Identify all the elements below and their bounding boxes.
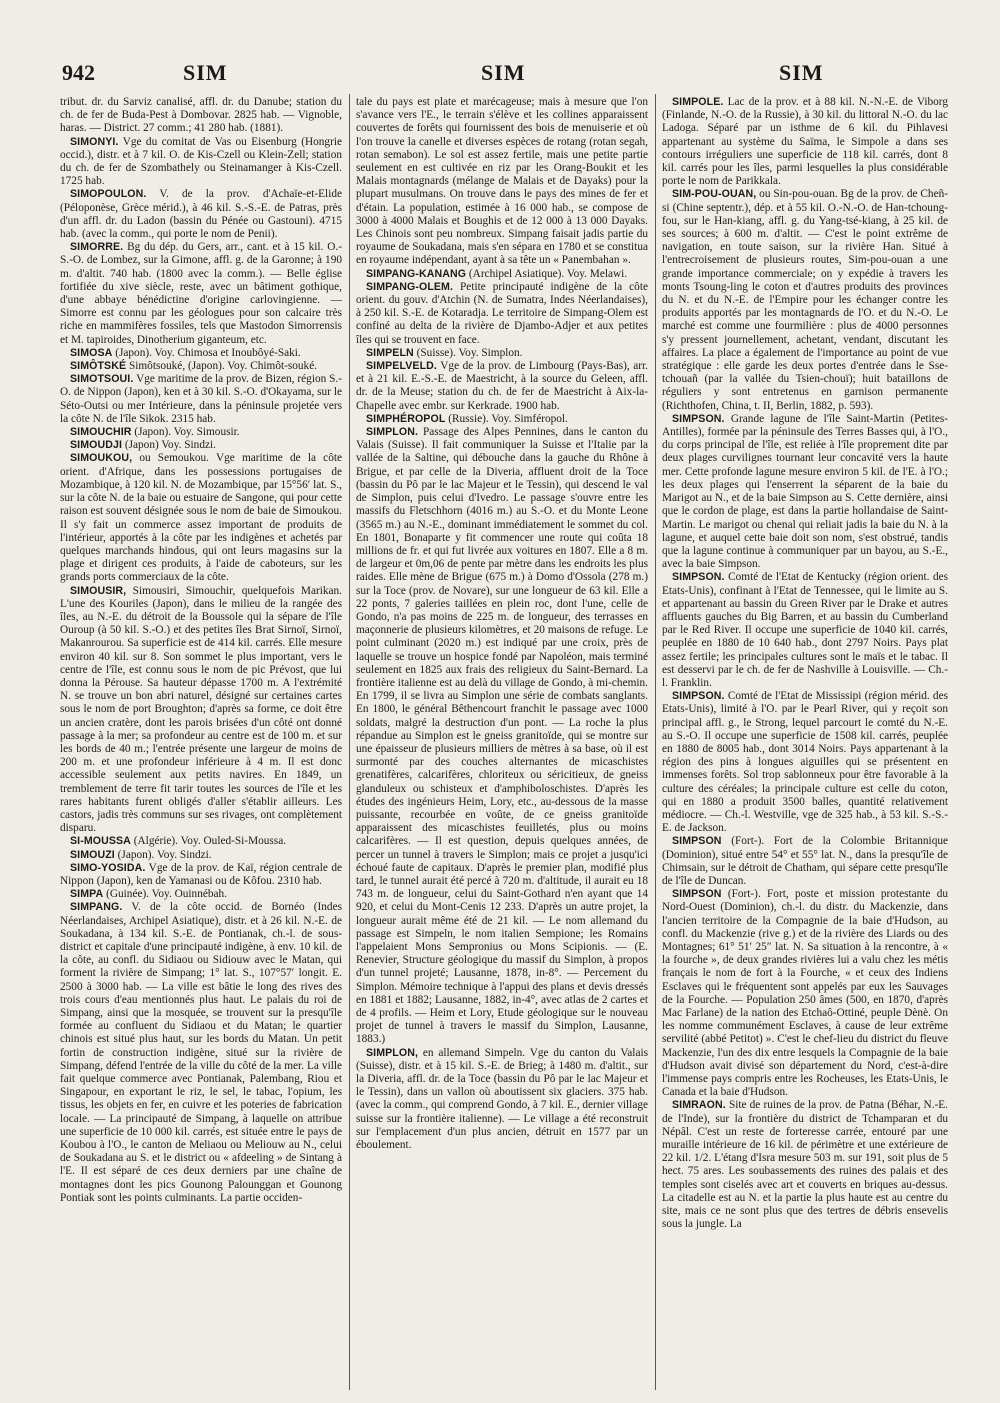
dictionary-entry — [356, 426, 648, 1047]
entry-text: Simousiri, Simouchir, quelquefois Marikan. L'une des Kouriles (Japon), dans le milieu de la rangée des îles, au N.-E. du détroit de la Boussole qui la sépare de l'île Ouroup (à 50 kil. S.-O.) et des petites îles Brat Sirnoï, Sirnoï, Makanrourou. Sa superficie est de 414 kil. carrés. Elle mesure environ 40 kil. sur 8. Son sommet le plus important, vers le centre de l'île, est connu sous le nom de pic Prévost, que lui donna la Pérouse. Sa hauteur dépasse 1700 m. A l'extrémité N. se trouve un bon abri naturel, désigné sur certaines cartes sous le nom de port Broughton; d'après sa forme, ce doit être un ancien cratère, dont les parois brisées d'un côté ont donné passage à la mer; sa profondeur au centre est de 100 m. et sur les bords de 40 m.; l'entrée présente une largeur de moins de 200 m. et une profondeur inférieure à 4 m. Il est donc accessible seulement aux petits navires. En 1849, un tremblement de terre fit tarir toutes les sources de l'île et les rares habitants furent obligés d'aller s'établir ailleurs. Les castors, jadis très communs sur ses rivages, ont complètement disparu. — [60, 584, 342, 835]
entry-text: (Japon). Voy. Simousir. — [134, 426, 240, 439]
entry-headword: SIMPSON. — [672, 412, 725, 425]
entry-text: tale du pays est plate et marécageuse; mais à mesure que l'on s'avance vers l'E., le terrain s'élève et les collines apparaissent couvertes de forêts qui fournissent des bois de menuiserie et où l'on trouve la canelle et diverses espèces de rotang (rotan segah, rotan semabon). Le sol est assez fertile, mais une petite partie seulement en est cultivée en riz par les Orang-Boukit et les Malais montagnards (mélange de Malais et de Dayaks) pour la plupart musulmans. On trouve dans le pays des mines de fer et d'étain. La population, estimée à 16 000 hab., se compose de 3000 à 4000 Malais et Boughis et de 12 000 à 13 000 Dayaks. Les Chinois sont peu nombreux. Simpang faisait jadis partie du royaume de Soukadana, mais s'en sépara en 1780 et se constitua en royaume indépendant, ayant à sa tête un « Panembahan ». — [356, 96, 648, 267]
entry-text: Vge de la prov. de Kaï, région centrale de Nippon (Japon), ken de Yamanasi ou de Kôfou. 2310 hab. — [60, 861, 342, 887]
page-number: 942 — [62, 60, 95, 85]
entry-text: Passage des Alpes Pennines, dans le canton du Valais (Suisse). Il fait communiquer la Suisse et l'Italie par la vallée de la Saltine, qui débouche dans la gauche du Rhône à Brigue, et par celle de la Diveria, affluent droit de la Toce (bassin du Pô par le lac Majeur et le Tessin), qui descend le val de Simplon, puis celui d'Ivedro. Le passage s'ouvre entre les massifs du Fletschhorn (4016 m.) au S.-O. et du Monte Leone (3565 m.) au N.-E., dominant immédiatement le sommet du col. En 1801, Bonaparte y fit commencer une route qui coûta 18 millions de fr. et qui fut livrée aux voitures en 1807. Elle a 8 m. de largeur et 0m,06 de pente par mètre dans les endroits les plus raides. Elle mène de Brigue (675 m.) à Domo d'Ossola (278 m.) sur la Toce (prov. de Novare), sur une longueur de 63 kil. Elle a 22 ponts, 7 galeries taillées en plein roc, dont l'une, celle de Gondo, n'a pas moins de 225 m. de longueur, des terrasses en maçonnerie de plusieurs kilomètres, et 20 maisons de refuge. Le point culminant (2020 m.) est indiqué par une croix, près de laquelle se trouve un hospice fondé par Napoléon, mais terminé seulement en 1825 aux frais des religieux du Saint-Bernard. La frontière italienne est au delà du village de Gondo, à mi-chemin. En 1799, il se livra au Simplon une série de combats sanglants. En 1800, le général Bêthencourt franchit le passage avec 1000 soldats, malgré la destruction d'un pont. — La roche la plus répandue au Simplon est le gneiss granitoïde, qui se montre sur une épaisseur de plusieurs milliers de mètres à sa base, où il est surmonté par des couches alternantes de micaschistes grenatifères, calcarifères, chloriteux ou séricitieux, de gneiss glanduleux ou schisteux et d'amphiboloschistes. D'après les études des ingénieurs Heim, Lory, etc., au-dessous de la masse puissante, recourbée en voûte, de ce gneiss granitoïde apparaissent des micaschistes feuilletés, plus ou moins calcarifères. — Il est question, depuis quelques années, de percer un tunnel à travers le Simplon; mais ce projet a jusqu'ici échoué faute de capitaux. D'après le premier plan, modifié plus tard, le tunnel aurait été percé à 720 m. d'altitude, il aurait eu 18 743 m. de longueur, celui du Saint-Gothard n'en ayant que 14 920, et celui du Mont-Cenis 12 233. D'après un autre projet, la longueur aurait même été de 21 kil. — Le nom allemand du passage est Simpeln, le nom italien Sempione; les Romains l'appelaient Mons Sempronius ou Mons Scipionis. — (E. Renevier, Structure géologique du massif du Simplon, à propos d'un tunnel projeté; Lausanne, 1878, in-8°. — Percement du Simplon. Mémoire technique à l'appui des plans et devis dressés en 1881 et 1882; Lausanne, 1882, in-4°, avec atlas de 2 cartes et de 4 profils. — Heim et Lory, Etude géologique sur le nouveau projet de tunnel à travers le massif du Simplon, Lausanne, 1883.) — [356, 426, 648, 1046]
dictionary-entry — [356, 347, 648, 360]
entry-text: (Japon) Voy. Sindzi. — [124, 439, 216, 452]
entry-text: ou Semoukou. Vge maritime de la côte orient. d'Afrique, dans les possessions portugaises de Mozambique, à 120 kil. N. de Mozambique, par 15°56′ lat. S., sur la côte N. de la baie ou estuaire de Sangone, qui pour cette raison est souvent désignée sous le nom de baie de Simoukou. Il s'y fait un commerce assez important de produits de l'intérieur, apportés à la côte par les indigènes et achetés par quelques marchands hindous, qui ont leurs magasins sur la plage et dirigent ces produits, à l'aide de caboteurs, sur les grands ports commerciaux de la côte. — [60, 452, 342, 584]
dictionary-entry — [356, 281, 648, 347]
entry-text: Vge de la prov. de Limbourg (Pays-Bas), arr. et à 21 kil. E.-S.-E. de Maestricht, à la source du Geleen, affl. dr. de la Meuse; station du ch. de fer de Maestricht à Aix-la-Chapelle avec embr. sur Kerkrade. 1900 hab. — [356, 360, 648, 412]
entry-text: V. de la prov. d'Achaïe-et-Elide (Péloponèse, Grèce mérid.), à 46 kil. S.-S.-E. de Patras, près d'un affl. dr. du Ladon (bassin du Pénée ou Gastouni). 4715 hab. (avec la comm., qui porte le nom de Penii). — [60, 188, 342, 241]
entry-text: en allemand Simpeln. Vge du canton du Valais (Suisse), distr. et à 15 kil. S.-E. de Brieg; à 1480 m. d'altit., sur la Diveria, affl. dr. de la Toce (bassin du Pô par le lac Majeur et le Tessin), dans un vallon où aboutissent six glaciers. 375 hab. (avec la comm., qui comprend Gondo, à 7 kil. E., dernier village suisse sur la frontière italienne). — Le village a été reconstruit sur l'emplacement d'un plus ancien, détruit en 1577 par un éboulement. — [356, 1046, 648, 1152]
dictionary-entry — [60, 901, 342, 1205]
dictionary-entry — [60, 241, 342, 347]
running-head-left: SIM — [183, 60, 228, 85]
entry-text: Site de ruines de la prov. de Patna (Béhar, N.-E. de l'Inde), sur la frontière du district de Tchamparan et du Népâl. C'est un reste de forteresse carrée, entouré par une muraille intérieure de 16 kil. de périmètre et une extérieure de 22 kil. 1/2. L'étang d'Isra mesure 503 m. sur 191, soit plus de 5 hect. 75 ares. Les soubassements des ruines des palais et des temples sont ciselés avec art et couverts en briques au-dessus. La citadelle est au N. et la partie la plus haute est au centre du site, mais ce ne sont plus que des tertres de débris ensevelis sous la jungle. La — [662, 1099, 948, 1231]
dictionary-entry — [60, 426, 342, 439]
entry-text: Bg du dép. du Gers, arr., cant. et à 15 kil. O.-S.-O. de Lombez, sur la Gimone, affl. g. de la Garonne; à 190 m. d'altit. 740 hab. (1800 avec la comm.). — Belle église fortifiée du xive siècle, reste, avec un bâtiment gothique, d'une abbaye bénédictine d'origine carlovingienne. — Simorre est connu par les géologues pour son calcaire très riche en mammifères fossiles, tels que Mastodon Simorrensis et M. tapiroides, Dinotherium giganteum, etc. — [60, 241, 342, 346]
dictionary-entry — [60, 347, 342, 360]
entry-headword: SIMRAON. — [672, 1099, 726, 1112]
dictionary-entry — [60, 452, 342, 584]
entry-headword: SIMOUSIR, — [70, 584, 127, 597]
text-column-3 — [662, 96, 948, 1388]
column-rule — [349, 94, 350, 1390]
entry-text: (Algérie). Voy. Ouled-Si-Moussa. — [133, 835, 287, 848]
entry-text: (Japon). Voy. Sindzi. — [117, 848, 212, 861]
dictionary-entry — [662, 413, 948, 571]
entry-text: (Russie). Voy. Simféropol. — [448, 412, 568, 425]
dictionary-entry — [356, 360, 648, 413]
column-rule — [655, 94, 656, 1390]
entry-headword: SIMPHÉROPOL — [366, 412, 446, 425]
entry-headword: SIMÔTSKÉ — [70, 360, 127, 373]
entry-headword: SIMPOLE. — [672, 96, 724, 108]
dictionary-entry — [662, 888, 948, 1099]
entry-text: Grande lagune de l'île Saint-Martin (Petites-Antilles), formée par la péninsule des Terres Basses qui, à l'O., du corps principal de l'île, est reliée à l'île proprement dite par deux plages curvilignes tournant leur concavité vers la haute mer. Cette profonde lagune mesure environ 5 kil. de l'E. à l'O.; les deux plages qui l'enserrent la séparent de la baie du Marigot au N., et de la baie Simpson au S. Cette dernière, ainsi que le cordon de plage, est dans la partie hollandaise de Saint-Martin. Le marigot ou chenal qui reliait jadis la baie du N. à la lagune, et auquel cette baie doit son nom, s'est obstrué, tandis que la lagune continue à communiquer par un bayou, au S.-E., avec la baie Simpson. — [662, 412, 948, 571]
dictionary-entry — [60, 585, 342, 836]
entry-text: (Suisse). Voy. Simplon. — [416, 346, 523, 359]
dictionary-entry — [662, 571, 948, 690]
dictionary-entry — [60, 862, 342, 888]
dictionary-entry — [356, 268, 648, 281]
dictionary-entry — [60, 188, 342, 241]
dictionary-entry — [60, 360, 342, 373]
entry-headword: SIMPSON. — [672, 690, 725, 703]
entry-headword: SIMPANG. — [70, 901, 123, 914]
entry-headword: SIMPELVELD. — [366, 360, 437, 373]
entry-headword: SIMPA — [70, 888, 104, 901]
entry-text: Comté de l'Etat de Kentucky (région orient. des Etats-Unis), confinant à l'Etat de Tennessee, qui le limite au S. et appartenant au bassin du Green River par le Drake et autres affluents gauches du Big Barren, et au bassin du Cumberland par le Red River. Il occupe une superficie de 1040 kil. carrés, peuplée en 1880 de 10 640 hab., dont 2797 Noirs. Pays plat assez fertile; les principales cultures sont le maïs et le tabac. Il est desservi par le ch. de fer de Nashville à Louisville. — Ch.-l. Franklin. — [662, 571, 948, 689]
dictionary-entry — [60, 136, 342, 189]
text-column-1 — [60, 96, 342, 1388]
entry-text: V. de la côte occid. de Bornéo (Indes Néerlandaises, Archipel Asiatique), distr. et à 26 kil. N.-E. de Soukadana, à 134 kil. S.-E. de Pontianak, ch.-l. de sous-district et capitale d'une principauté indigène, à env. 10 kil. de la côte, au confl. du Sidiaou ou Sidiouw avec le Matan, qui forment la rivière de Simpang; 1° lat. S., 107°57′ longit. E. 2500 à 3000 hab. — La ville est bâtie le long des rives des trois cours d'eau mentionnés plus haut. Le palais du roi de Simpang, ainsi que la mosquée, se trouvent sur la presqu'île formée au confluent du Sidiaou et du Matan; le quartier chinois est situé plus haut, sur les bords du Matan. Un petit fortin de construction indigène, situé sur la rivière de Simpang, défend l'entrée de la ville du côté de la mer. La ville fait quelque commerce avec Pontianak, Palembang, Riou et Singapour, en exportant le riz, le sel, le tabac, l'opium, les tissus, les objets en fer, en cuivre et les poteries de fabrication locale. — La principauté de Simpang, à laquelle on attribue une superficie de 10 000 kil. carrés, est située entre le pays de Koubou à l'O., le canton de Meliaou ou Meliouw au N., celui de Soukadana au S. et le district ou « afdeeling » de Sintang à l'E. Il est séparé de ces deux derniers par une chaîne de montagnes dont les pics Gounong Palounggan et Gounong Pontiak sont les points culminants. La partie occiden- — [60, 901, 342, 1204]
entry-text: (Japon). Voy. Chimosa et Inoubôyé-Saki. — [115, 346, 301, 359]
entry-text: Vge maritime de la prov. de Bizen, région S.-O. de Nippon (Japon), ken et à 30 kil. S.-O. d'Okayama, sur le Séto-Outsi ou mer Intérieure, dans la péninsule projetée vers la côte N. de l'île Sikok. 2315 hab. — [60, 373, 342, 425]
entry-text: Vge du comitat de Vas ou Eisenburg (Hongrie occid.), distr. et à 7 kil. O. de Kis-Czell ou Klein-Zell; station du ch. de fer de Szombathely ou Steinamanger à Kis-Czell. 1725 hab. — [60, 135, 342, 188]
dictionary-entry — [60, 439, 342, 452]
entry-headword: SIMOPOULON. — [70, 188, 147, 201]
page-header — [0, 60, 1000, 90]
entry-headword: SIMPELN — [366, 346, 414, 359]
entry-headword: SIMPLON. — [366, 426, 419, 439]
text-column-2 — [356, 96, 648, 1388]
entry-headword: SIMPANG-OLEM. — [366, 280, 454, 293]
entry-headword: SIMOUDJI — [70, 439, 123, 452]
entry-text: (Guinée). Voy. Ouinnébah. — [106, 888, 227, 901]
dictionary-entry — [662, 835, 948, 888]
dictionary-entry — [60, 835, 342, 848]
entry-headword: SIMORRE. — [70, 241, 124, 254]
dictionary-entry — [662, 96, 948, 188]
dictionary-entry — [662, 690, 948, 835]
entry-headword: SIMOUKOU, — [70, 452, 133, 465]
dictionary-entry — [356, 1047, 648, 1153]
dictionary-entry — [356, 413, 648, 426]
entry-headword: SIMOUZI — [70, 848, 115, 861]
entry-headword: SI-MOUSSA — [70, 835, 131, 848]
entry-text: (Fort-). Fort, poste et mission protestante du Nord-Ouest (Dominion), ch.-l. du distr. du Mackenzie, dans l'ancien territoire de la Compagnie de la baie d'Hudson, au confl. du Mackenzie (rive g.) et de la rivière des Liards ou des Montagnes; 61° 51′ 25″ lat. N. Sa situation à la rencontre, à « la fourche », de deux grandes rivières lui a valu chez les métis français le nom de fort à la Fourche, « et ceux des Indiens Esclaves qui le fréquentent sont appelés par eux les Sauvages de la Fourche. — Population 250 âmes (500, en 1870, d'après Mac Farlane) de la nation des Etchaô-Ottiné, peuple Dènè. On les nomme communément Esclaves, à cause de leur extrême servilité (abbé Petitot) ». C'est le chef-lieu du district du fleuve Mackenzie, l'un des dix entre lesquels la Compagnie de la baie d'Hudson avait divisé son département du Nord, c'est-à-dire l'immense pays compris entre les Rocheuses, les Etats-Unis, le Canada et la baie d'Hudson. — [662, 888, 948, 1099]
entry-headword: SIMO-YOSIDA. — [70, 861, 146, 874]
entry-text: ou Sin-pou-ouan. Bg de la prov. de Cheñ-si (Chine septentr.), dép. et à 55 kil. O.-N.-O. de Han-tchoung-fou, sur le Han-kiang, affl. g. du Yang-tsé-kiang, à 25 kil. de ses sources; à 600 m. d'altit. — C'est le point extrême de navigation, en toute saison, sur la rivière Han. Situé à l'entrecroisement de plusieurs routes, Sim-pou-ouan a une grande importance commerciale; on y expédie à travers les monts Tsoung-ling le coton et d'autres produits des provinces du N. et du N.-E. de l'Empire pour les échanger contre les produits apportés par les montagnards de l'O. et du N.-O. Le marché est comme une fourmilière : plus de 4000 personnes s'y pressent journellement, achetant, vendant, discutant les affaires. La place a également de l'importance au point de vue stratégique : elle garde les deux portes d'entrée dans le Sse-tchouañ (par la vallée du Tsien-chouï); huit bataillons de réguliers y sont entretenus en garnison permanente (Richthofen, China, t. II, Berlin, 1882, p. 593). — [662, 188, 948, 412]
dictionary-entry — [356, 96, 648, 268]
dictionary-entry — [662, 188, 948, 412]
entry-headword: SIMOSA — [70, 346, 113, 359]
entry-text: (Fort-). Fort de la Colombie Britannique (Dominion), situé entre 54° et 55° lat. N., dans la presqu'île de Chimsain, sur le détroit de Chatham, qui sépare cette presqu'île de l'île de Duncan. — [662, 835, 948, 887]
running-head-right: SIM — [779, 60, 824, 85]
dictionary-entry — [60, 96, 342, 136]
entry-headword: SIMPANG-KANANG — [366, 267, 467, 280]
entry-headword: SIMPSON. — [672, 571, 725, 584]
dictionary-entry — [662, 1099, 948, 1231]
entry-headword: SIMPSON — [672, 888, 722, 901]
dictionary-entry — [60, 849, 342, 862]
entry-headword: SIMOUCHIR — [70, 426, 132, 439]
dictionary-entry — [60, 373, 342, 426]
running-head-center: SIM — [481, 60, 526, 85]
entry-text: tribut. dr. du Sarviz canalisé, affl. dr. du Danube; station du ch. de fer de Buda-Pest à Dombovar. 2825 hab. — Vignoble, haras. — District. 27 comm.; 41 280 hab. (1881). — [60, 96, 342, 135]
entry-headword: SIMPLON, — [366, 1046, 419, 1059]
entry-text: Petite principauté indigène de la côte orient. du gouv. d'Atchin (N. de Sumatra, Indes Néerlandaises), à 250 kil. S.-E. de Kotaradja. Le territoire de Simpang-Olem est confiné au delta de la rivière de Djambo-Adjer et aux petites îles qui se trouvent en face. — [356, 280, 648, 346]
entry-text: Comté de l'Etat de Mississipi (région mérid. des Etats-Unis), limité à l'O. par le Pearl River, qui y reçoit son principal affl. g., le Strong, lequel parcourt le comté du N.-E. au S.-O. Il occupe une superficie de 1508 kil. carrés, peuplée en 1880 de 8005 hab., dont 3014 Noirs. Pays appartenant à la région des pins à longues aiguilles qui se présentent en immenses forêts. Sol trop sablonneux pour être favorable à la culture des céréales; la principale culture est celle du coton, qui en 1880 a produit 3500 balles, quantité relativement médiocre. — Ch.-l. Westville, vge de 325 hab., à 53 kil. S.-S.-E. de Jackson. — [662, 690, 948, 835]
entry-headword: SIMOTSOUI. — [70, 373, 134, 386]
entry-headword: SIMPSON — [672, 835, 722, 848]
entry-text: Lac de la prov. et à 88 kil. N.-N.-E. de Viborg (Finlande, N.-O. de la Russie), à 30 kil. du littoral N.-O. du lac Ladoga. Séparé par un isthme de 6 kil. du Pihlavesi appartenant au système du Saïma, le Simpole a dans ses contours irréguliers une superficie de 118 kil. carrés, dont 8 kil. carrés pour les îles, parmi lesquelles la plus considérable porte le nom de Parikkala. — [662, 96, 948, 188]
entry-headword: SIM-POU-OUAN, — [672, 188, 757, 201]
entry-text: Simôtsouké, (Japon). Voy. Chimôt-souké. — [128, 360, 318, 373]
entry-text: (Archipel Asiatique). Voy. Melawi. — [468, 267, 628, 280]
entry-headword: SIMONYI. — [70, 135, 119, 148]
dictionary-entry — [60, 888, 342, 901]
